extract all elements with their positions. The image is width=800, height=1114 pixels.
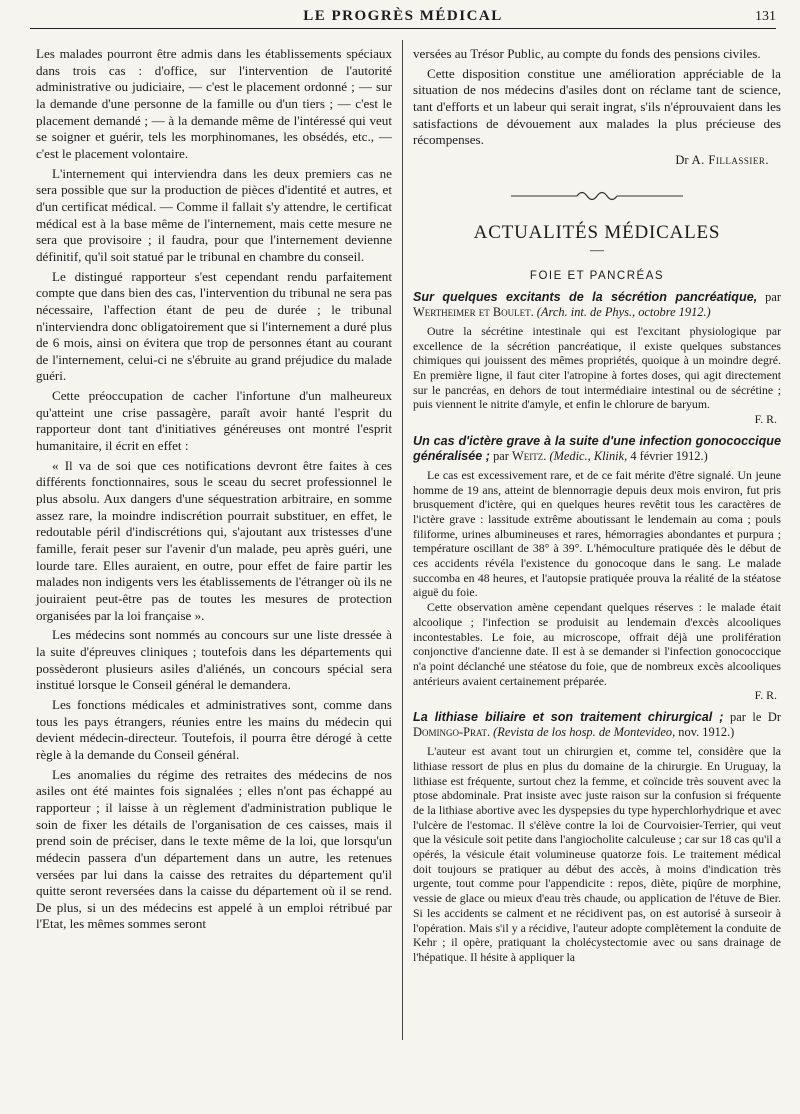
journal-title: LE PROGRÈS MÉDICAL <box>303 8 503 24</box>
article-source-tail: nov. 1912.) <box>675 725 735 740</box>
article-title: Un cas d'ictère grave à la suite d'une infection gonococcique généralisée ; <box>413 433 781 463</box>
paragraph: Cette disposition constitue une amélioration appréciable de la situation de nos médecins d'asiles dont on réclame tant de science, tant d'efforts et un labeur qui serait ingrat, s'ils n'éprouvaient dans les satisfactions de dévouement aux malades la plus précieuse des récompenses. <box>413 65 781 148</box>
article-body: L'auteur est avant tout un chirurgien et, comme tel, considère que la lithiase ressort de plus en plus du domaine de la chirurgie. En Uruguay, la lithiase est fréquente, surtout chez la femme, et coïncide très souvent avec la ptose abdominale. Prat insiste avec juste raison sur la confusion si fréquente de la lithiase abortive avec les dyspepsies du type hyperchlorhydrique et avec l'ulcère de l'estomac. Il s'élève contre la loi de Courvoisier-Terrier, qui veut que la vésicule soit petite dans l'angiocholite calculeuse ; car sur 18 cas qu'il a opérés, la vésicule était volumineuse quatorze fois. Le traitement médical doit toujours se pratiquer au début des accès, à moins d'indication très urgente, tout comme pour l'appendicite : repos, diète, piqûre de morphine, vessie de glace ou mieux d'eau très chaude, ou application de l'étuve de Bier. Si les accidents se calment et ne récidivent pas, on est autorisé à surseoir à l'opération. Mais s'il y a récidive, l'auteur adopte complètement la conduite de Kehr ; il opère, pratiquant la cholécystectomie avec ou sans drainage de l'hépatique. Il hésite à appliquer la <box>413 744 781 964</box>
subsection-title: FOIE ET PANCRÉAS <box>529 269 665 282</box>
signature-name: A. Fillassier. <box>691 152 769 167</box>
article-authors: Wertheimer et Boulet. <box>413 304 534 319</box>
paragraph: Cette préoccupation de cacher l'infortune d'un malheureux qu'atteint une crise passagère, paraît avoir hanté l'esprit du rapporteur dont tant d'initiatives généreuses ont montré l'esprit humanitaire, il écrit en effet : <box>36 388 392 454</box>
article-title: La lithiase biliaire et son traitement chirurgical ; <box>413 710 724 725</box>
article-signature: F. R. <box>754 412 777 427</box>
paragraph: L'internement qui interviendra dans les deux premiers cas ne sera possible que sur la production de pièces d'identité et autres, et d'un certificat médical. — Comme il fallait s'y attendre, le certificat médical est à la base même de l'internement, mais cette mesure ne sera que provisoire ; il faudra, pour que l'internement devienne définitif, qu'il soit statué par le tribunal en chambre du conseil. <box>36 165 392 264</box>
page-number: 131 <box>755 9 776 24</box>
article-body: Le cas est excessivement rare, et de ce fait mérite d'être signalé. Un jeune homme de 19 ans, atteint de blennorragie depuis deux mois environ, fut pris brusquement d'ictère, qui en quelques heures revêtit tous les caractères de l'ictère grave : lassitude extrême aboutissant le lendemain au coma ; pouls filiforme, urines albumineuses et rares, hémorragies abondantes et purpura ; température oscillant de 38° à 39°. L'hémoculture pratiquée dès le début de ces accidents révéla l'existence du gonocoque dans le sang. Le malade succomba en 48 heures, et l'autopsie pratiquée prouva la réalité de la stéatose aiguë du foie. <box>413 467 781 600</box>
article-source: (Arch. int. de Phys., octobre 1912.) <box>533 304 711 319</box>
article-heading <box>413 290 781 320</box>
column-divider <box>402 40 403 1040</box>
section-title: ACTUALITÉS MÉDICALES <box>473 221 721 243</box>
article-authors: Domingo-Prat. <box>413 725 491 740</box>
left-column <box>36 46 392 936</box>
article-by: par <box>490 448 513 463</box>
paragraph: versées au Trésor Public, au compte du fonds des pensions civiles. <box>413 46 761 61</box>
article-body: Outre la sécrétine intestinale qui est l'excitant physiologique par excellence de la sécrétion pancréatique, il existe quelques substances chimiques qui jouissent des mêmes propriétés, quoique à un moindre degré. En première ligne, il faut citer l'atropine à fortes doses, qui agit directement sur le pancréas, en dehors de tout intermédiaire intestinal ou de sécrétine ; puis viennent le nitrite d'amyle, et enfin le chlorure de baryum. <box>413 323 781 412</box>
paragraph: Les médecins sont nommés au concours sur une liste dressée à la suite d'épreuves cliniques ; toutefois dans les départements qui possèderont plusieurs asiles d'aliénés, un concours spécial sera institué lorsque le Conseil général le demandera. <box>36 627 392 693</box>
article-source: (Revista de los hosp. de Montevideo, <box>490 725 676 740</box>
signature-prefix: Dr <box>675 152 692 167</box>
ornament-divider-icon <box>413 184 781 208</box>
article-source: (Medic., Klinik, <box>546 448 628 463</box>
article-body: Cette observation amène cependant quelques réserves : le malade était alcoolique ; l'infection se produisit au lendemain d'excès alcooliques incontestables. Le foie, au microscope, offrait déjà une prolifération conjonctive d'ancienne date. Il est à se demander si l'infection gonococcique n'a point déclanché une stéatose du foie, que de nombreux excès alcooliques antérieurs avaient certainement préparée. <box>413 600 781 688</box>
article-signature: F. R. <box>754 688 777 703</box>
article-title: Sur quelques excitants de la sécrétion pancréatique, <box>413 289 758 304</box>
article-by: par <box>757 289 781 304</box>
article-authors: Weitz. <box>512 448 547 463</box>
article-heading <box>413 434 781 464</box>
paragraph: Les anomalies du régime des retraites des médecins de nos asiles ont été maintes fois signalées ; elles n'ont pas échappé au rapporteur ; il laisse à un règlement d'administration publique le soin de fixer les détails de l'organisation de ces caisses, mais il prend soin de préciser, dans le texte même de la loi, que lorsqu'un médecin passera d'un département dans un autre, les retenues versées par lui dans la caisse des retraites du département qu'il quitte seront reversées dans la caisse du département où il se rend. De plus, si un des médecins est appelé à un emploi rétribué par l'Etat, les mêmes sommes seront <box>36 766 392 932</box>
paragraph: Le distingué rapporteur s'est cependant rendu parfaitement compte que dans bien des cas, l'intervention du tribunal ne sera pas nécessaire, l'affection étant de peu de durée ; le tribunal n'interviendra donc obligatoirement que si l'internement a duré plus de 6 mois, ainsi on évitera que trop de personnes étant au courant de l'internement, celui-ci ne s'ébruite au grand préjudice du malade guéri. <box>36 268 392 384</box>
section-dash: — <box>590 242 604 258</box>
article-by: par le Dr <box>723 710 781 725</box>
article-heading <box>413 710 781 740</box>
right-column <box>413 46 781 965</box>
quoted-paragraph: « Il va de soi que ces notifications devront être faites à ces différents fonctionnaires, sous le sceau du secret professionnel le plus absolu. Aux dangers d'une séquestration arbitraire, en somme assez rare, la moindre indiscrétion pourrait substituer, en effet, le redoutable péril d'indiscrétions qui, s'ajoutant aux tristesses d'une famille, ferait peser sur l'avenir d'un malade, peu après guéri, une lourde tare. Elles auraient, en outre, pour effet de faire partir les malades non indigents vers les établissements de l'étranger où ils ne jouiraient peut-être pas de toutes les mesures de protection organisées par la loi française ». <box>36 457 392 623</box>
running-header <box>30 6 776 29</box>
paragraph: Les malades pourront être admis dans les établissements spéciaux dans trois cas : d'office, sur l'intervention de l'autorité administrative ou judiciaire, — c'est le placement ordonné ; — sur la demande d'une personne de la famille ou d'un tiers ; — c'est le placement demandé ; — à la demande même de l'intéressé qui veut se soigner et guérir, tels les morphinomanes, les obsédés, etc., — c'est le placement volontaire. <box>36 46 392 161</box>
paragraph: Les fonctions médicales et administratives sont, comme dans tous les pays étrangers, réunies entre les mains du médecin qui devient médecin-directeur. Toutefois, il pourra être dérogé à cette règle à la demande du Conseil général. <box>36 696 392 762</box>
article-source-tail: 4 février 1912.) <box>627 448 708 463</box>
author-signature <box>413 152 769 168</box>
